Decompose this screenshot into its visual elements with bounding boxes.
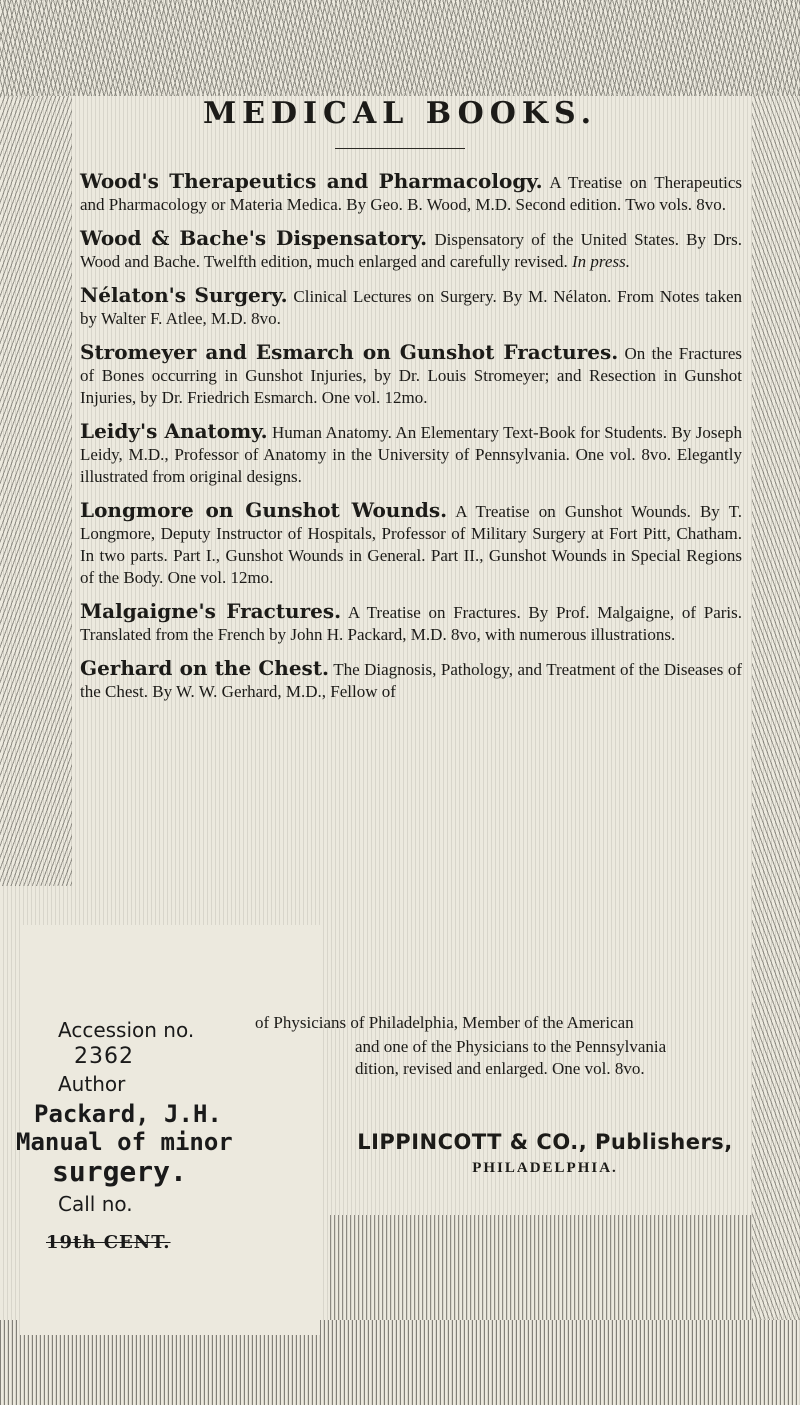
title-rule xyxy=(335,148,465,149)
book-title: Nélaton's Surgery. xyxy=(80,283,288,307)
ornamental-border-left xyxy=(0,96,72,886)
book-title: Longmore on Gunshot Wounds. xyxy=(80,498,448,522)
book-entry xyxy=(80,420,742,488)
continuation-line: and one of the Physicians to the Pennsylvania xyxy=(355,1037,667,1056)
book-entry xyxy=(80,657,742,703)
ornamental-border-top xyxy=(0,0,800,96)
author-label: Author xyxy=(58,1072,126,1096)
continuation-line: dition, revised and enlarged. One vol. 8vo. xyxy=(355,1059,645,1078)
book-entry xyxy=(80,170,742,216)
publisher-city: PHILADELPHIA. xyxy=(472,1160,618,1176)
book-title: Malgaigne's Fractures. xyxy=(80,599,342,623)
book-description: Clinical Lectures on Surgery. By M. Nélaton. From Notes taken by Walter F. Atlee, M.D. 8vo. xyxy=(80,287,742,328)
call-number-label: Call no. xyxy=(58,1192,133,1216)
gerhard-continuation: of Physicians of Philadelphia, Member of the American xyxy=(255,1013,634,1032)
accession-number: 2362 xyxy=(74,1044,134,1069)
ornamental-border-bottom-inner xyxy=(330,1215,752,1320)
gerhard-continuation-partial xyxy=(355,1036,750,1080)
book-entry xyxy=(80,499,742,589)
book-entry xyxy=(80,341,742,409)
handwritten-author: Packard, J.H. xyxy=(34,1100,222,1128)
book-description: A Treatise on Therapeutics and Pharmacology or Materia Medica. By Geo. B. Wood, M.D. Second edition. Two vols. 8vo. xyxy=(80,173,743,214)
book-title: Wood & Bache's Dispensatory. xyxy=(80,226,428,250)
book-title: Leidy's Anatomy. xyxy=(80,419,268,443)
book-entry xyxy=(80,284,742,330)
page-title: MEDICAL BOOKS. xyxy=(202,96,598,131)
book-title: Wood's Therapeutics and Pharmacology. xyxy=(80,169,543,193)
publisher-imprint xyxy=(340,1130,750,1177)
book-note: In press. xyxy=(572,252,630,271)
century-stamp: 19th CENT. xyxy=(46,1232,171,1253)
ornamental-border-right xyxy=(752,96,800,1320)
book-description: Dispensatory of the United States. By Drs. Wood and Bache. Twelfth edition, much enlarged and carefully revised. xyxy=(80,230,743,271)
book-title: Stromeyer and Esmarch on Gunshot Fractures. xyxy=(80,340,619,364)
publisher-name: LIPPINCOTT & CO., Publishers, xyxy=(357,1130,733,1154)
book-entry xyxy=(80,600,742,646)
book-description: Human Anatomy. An Elementary Text-Book for Students. By Joseph Leidy, M.D., Professor of Anatomy in the University of Pennsylvania. One vol. 8vo. Elegantly illustrated from original designs. xyxy=(80,423,742,486)
book-description: A Treatise on Gunshot Wounds. By T. Longmore, Deputy Instructor of Hospitals, Professor of Military Surgery at Fort Pitt, Chatham. In two parts. Part I., Gunshot Wounds in General. Part II., Gunshot Wounds in Special Regions of the Body. One vol. 12mo. xyxy=(80,502,742,587)
book-description: The Diagnosis, Pathology, and Treatment of the Diseases of the Chest. By W. W. Gerhard, M.D., Fellow of xyxy=(80,660,742,701)
book-description: On the Fractures of Bones occurring in Gunshot Injuries, by Dr. Louis Stromeyer; and Resection in Gunshot Injuries, by Dr. Friedrich Esmarch. One vol. 12mo. xyxy=(80,344,742,407)
book-description: A Treatise on Fractures. By Prof. Malgaigne, of Paris. Translated from the French by John H. Packard, M.D. 8vo, with numerous illustrations. xyxy=(80,603,743,644)
book-title: Gerhard on the Chest. xyxy=(80,656,330,680)
handwritten-title-cont: surgery. xyxy=(52,1155,187,1188)
handwritten-title: Manual of minor xyxy=(16,1128,233,1156)
book-entry xyxy=(80,227,742,273)
book-list xyxy=(80,170,742,714)
accession-label: Accession no. xyxy=(58,1018,195,1042)
